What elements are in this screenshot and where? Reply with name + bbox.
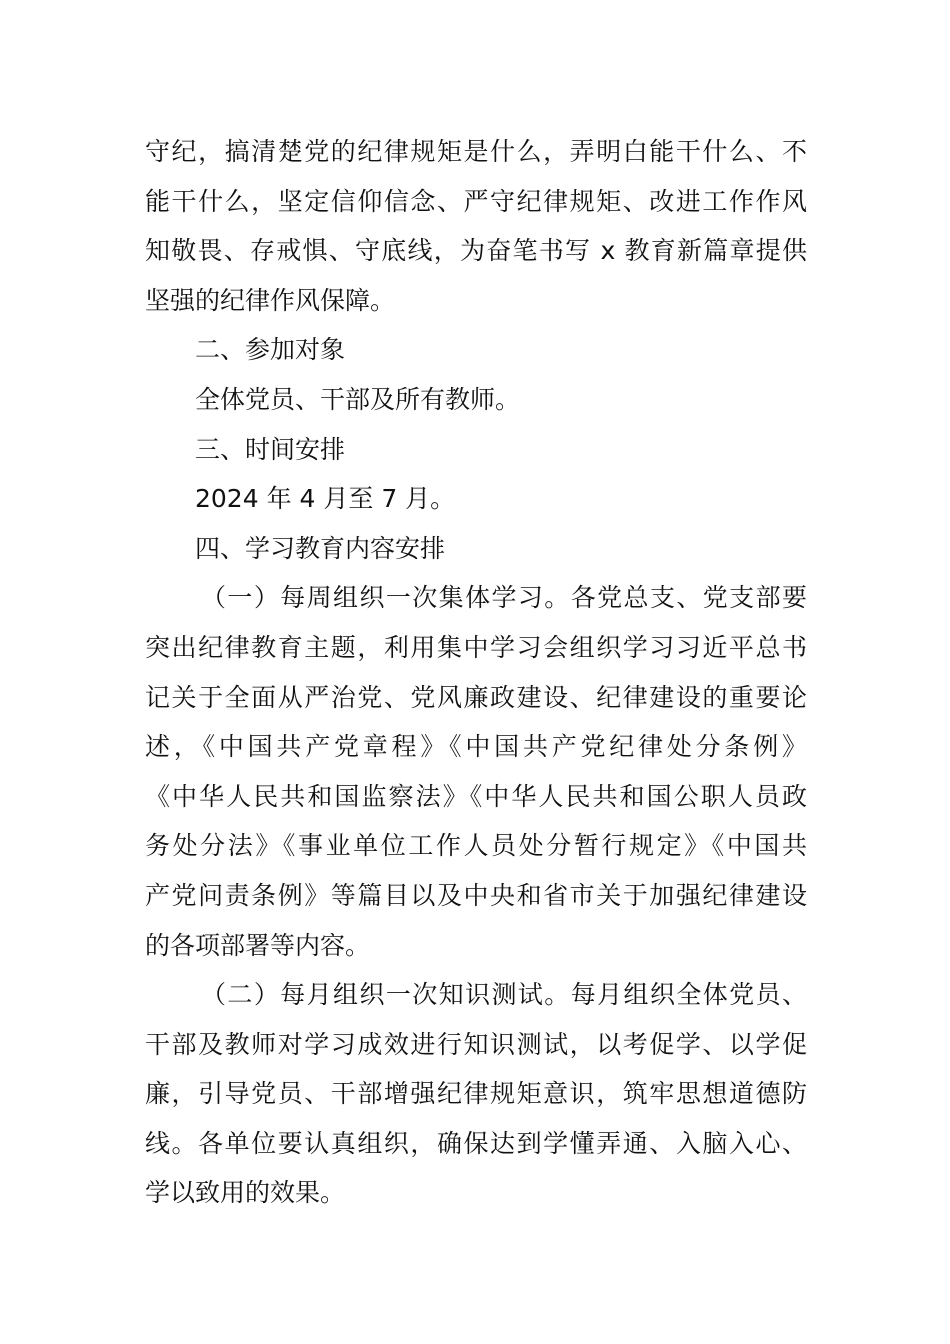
text-line: 述，《中国共产党章程》《中国共产党纪律处分条例》 (145, 732, 807, 762)
text-line: 干部及教师对学习成效进行知识测试，以考促学、以学促 (145, 1029, 807, 1059)
text-line: 廉，引导党员、干部增强纪律规矩意识，筑牢思想道德防 (145, 1079, 807, 1109)
text-line: 《中华人民共和国监察法》《中华人民共和国公职人员政 (145, 781, 807, 811)
section-body: 全体党员、干部及所有教师。 (195, 384, 521, 414)
section-heading: 二、参加对象 (195, 335, 346, 365)
text-line: 记关于全面从严治党、党风廉政建设、纪律建设的重要论 (145, 682, 807, 712)
item-weekly-study (145, 573, 807, 970)
text-line: 线。各单位要认真组织，确保达到学懂弄通、入脑入心、 (145, 1128, 807, 1158)
text-line: 坚强的纪律作风保障。 (145, 285, 396, 315)
text-line: （一）每周组织一次集体学习。各党总支、党支部要 (201, 583, 807, 613)
document-body (145, 127, 807, 1218)
section-body: 2024 年 4 月至 7 月。 (195, 484, 456, 514)
section-heading: 四、学习教育内容安排 (195, 533, 446, 563)
text-line: 的各项部署等内容。 (145, 930, 371, 960)
text-line: 学以致用的效果。 (145, 1178, 346, 1208)
text-line: 产党问责条例》等篇目以及中央和省市关于加强纪律建设 (145, 880, 807, 910)
text-line: 突出纪律教育主题，利用集中学习会组织学习习近平总书 (145, 632, 807, 662)
intro-paragraph (145, 127, 807, 325)
section-schedule (145, 425, 807, 524)
section-participants (145, 325, 807, 424)
text-line: 知敬畏、存戒惧、守底线，为奋笔书写 x 教育新篇章提供 (145, 236, 807, 266)
section-content-arrangement (145, 524, 807, 1218)
section-heading: 三、时间安排 (195, 434, 346, 464)
text-line: 能干什么，坚定信仰信念、严守纪律规矩、改进工作作风 (145, 186, 807, 216)
text-line: 务处分法》《事业单位工作人员处分暂行规定》《中国共 (145, 831, 807, 861)
text-line: 守纪，搞清楚党的纪律规矩是什么，弄明白能干什么、不 (145, 137, 807, 166)
text-line: （二）每月组织一次知识测试。每月组织全体党员、 (201, 980, 807, 1010)
item-monthly-test (145, 970, 807, 1218)
